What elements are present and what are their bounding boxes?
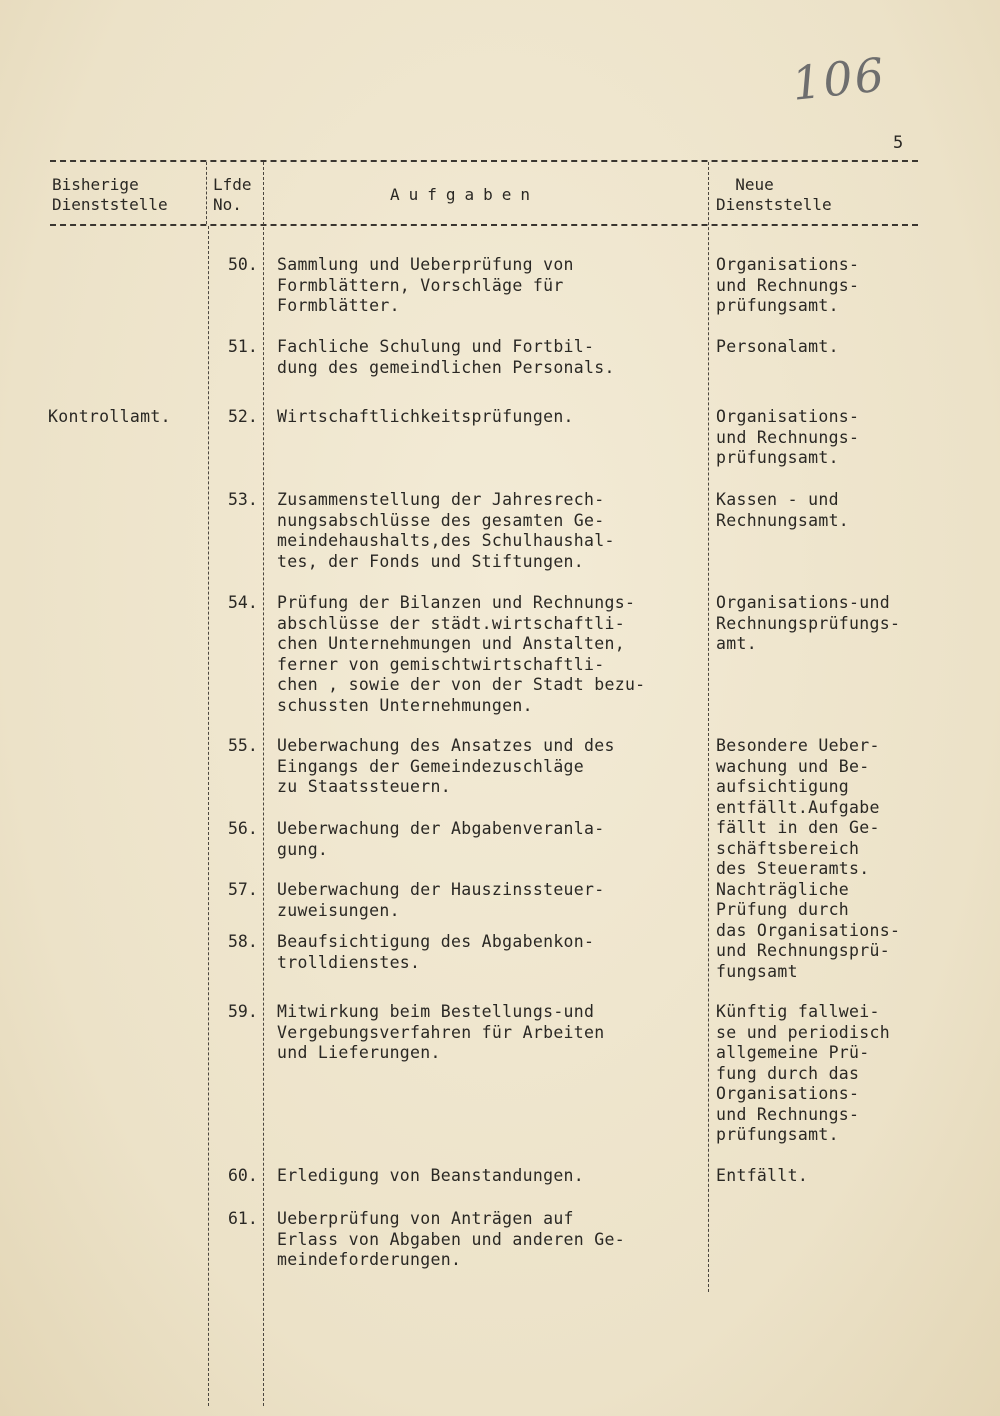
new-office-text: Kassen - und Rechnungsamt. bbox=[716, 490, 850, 530]
new-office-text: Organisations- und Rechnungs- prüfungsamt. bbox=[716, 255, 860, 315]
new-office-text: Besondere Ueber- wachung und Be- aufsichtigung entfällt.Aufgabe fällt in den Ge- schäftsbereich des Steueramts. Nachträgliche Prüfung durch das Organisations- und Rechnungsprü- fungsamt bbox=[716, 736, 901, 981]
column-divider-3 bbox=[708, 162, 709, 1292]
task-text: Zusammenstellung der Jahresrech- nungsabschlüsse des gesamten Ge- meindehaushalts,des Schulhaushal- tes, der Fonds und Stiftungen. bbox=[277, 490, 615, 571]
task-text: Ueberwachung der Abgabenveranla- gung. bbox=[277, 819, 605, 859]
row-number: 61. bbox=[228, 1209, 258, 1228]
task-text: Ueberprüfung von Anträgen auf Erlass von Abgaben und anderen Ge- meindeforderungen. bbox=[277, 1209, 625, 1269]
task-text: Sammlung und Ueberprüfung von Formblättern, Vorschläge für Formblätter. bbox=[277, 255, 574, 315]
task-text: Prüfung der Bilanzen und Rechnungs- abschlüsse der städt.wirtschaftli- chen Unternehmungen und Anstalten, ferner von gemischtwirtschaftli- chen , sowie der von der Stadt bezu- schussten Unternehmungen. bbox=[277, 593, 646, 715]
task-text: Mitwirkung beim Bestellungs-und Vergebungsverfahren für Arbeiten und Lieferungen. bbox=[277, 1002, 605, 1062]
handwritten-page-number: 106 bbox=[789, 47, 889, 111]
table-top-rule bbox=[50, 160, 918, 162]
task-text: Ueberwachung des Ansatzes und des Eingangs der Gemeindezuschläge zu Staatssteuern. bbox=[277, 736, 615, 796]
new-office-text: Organisations-und Rechnungsprüfungs- amt. bbox=[716, 593, 901, 653]
row-number: 58. bbox=[228, 932, 258, 951]
row-number: 50. bbox=[228, 255, 258, 274]
task-text: Wirtschaftlichkeitsprüfungen. bbox=[277, 407, 574, 426]
task-text: Erledigung von Beanstandungen. bbox=[277, 1166, 585, 1185]
task-text: Beaufsichtigung des Abgabenkon- trolldienstes. bbox=[277, 932, 595, 972]
task-text: Fachliche Schulung und Fortbil- dung des gemeindlichen Personals. bbox=[277, 337, 615, 377]
new-office-text: Entfällt. bbox=[716, 1166, 809, 1185]
header-tasks: Aufgaben bbox=[390, 185, 540, 204]
row-number: 56. bbox=[228, 819, 258, 838]
column-divider-2 bbox=[263, 162, 264, 1406]
row-number: 57. bbox=[228, 880, 258, 899]
header-serial-number: Lfde No. bbox=[213, 175, 252, 214]
new-office-text: Organisations- und Rechnungs- prüfungsamt. bbox=[716, 407, 860, 467]
header-previous-office: Bisherige Dienststelle bbox=[52, 175, 168, 214]
row-number: 53. bbox=[228, 490, 258, 509]
row-number: 55. bbox=[228, 736, 258, 755]
row-number: 51. bbox=[228, 337, 258, 356]
header-new-office: Neue Dienststelle bbox=[716, 175, 832, 214]
row-number: 60. bbox=[228, 1166, 258, 1185]
column-divider-1 bbox=[208, 226, 209, 1406]
row-number: 54. bbox=[228, 593, 258, 612]
row-number: 52. bbox=[228, 407, 258, 426]
task-text: Ueberwachung der Hauszinssteuer- zuweisungen. bbox=[277, 880, 605, 920]
page-number: 5 bbox=[893, 133, 904, 153]
new-office-text: Personalamt. bbox=[716, 337, 839, 356]
header-bottom-rule bbox=[50, 224, 918, 226]
new-office-text: Künftig fallwei- se und periodisch allgemeine Prü- fung durch das Organisations- und Rechnungs- prüfungsamt. bbox=[716, 1002, 890, 1144]
column-divider-1-header bbox=[206, 162, 207, 224]
row-number: 59. bbox=[228, 1002, 258, 1021]
previous-office-text: Kontrollamt. bbox=[48, 407, 171, 426]
